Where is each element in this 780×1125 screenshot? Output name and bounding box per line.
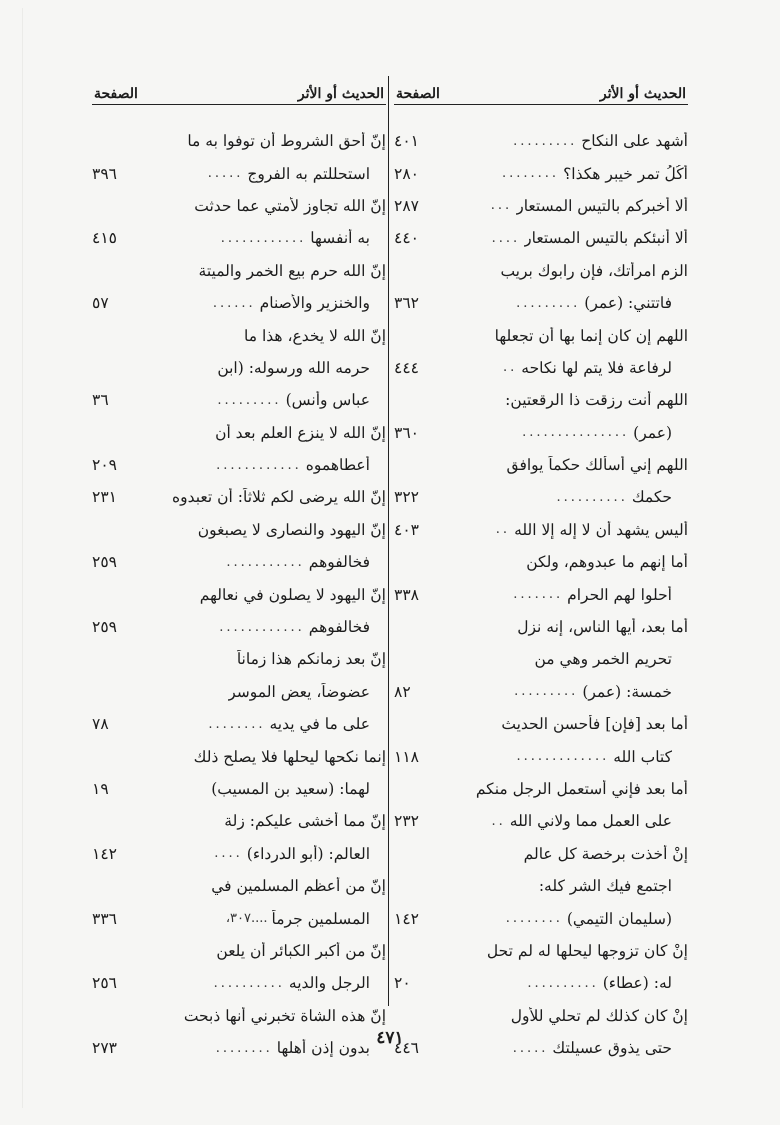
- entry-text: أشهد على النكاح: [581, 132, 688, 151]
- page-header-label: الصفحة: [396, 86, 440, 102]
- index-entry: [394, 319, 688, 351]
- entry-page-number: ٤٤٦: [394, 1039, 419, 1058]
- index-entry: [394, 740, 688, 772]
- entry-text: حتى يذوق عسيلتك: [552, 1039, 672, 1058]
- entry-text: كتاب الله: [613, 747, 672, 766]
- index-entry: [92, 481, 386, 513]
- entry-page-number: ١٤٢: [394, 909, 419, 928]
- entry-text: لهما: (سعيد بن المسيب): [211, 780, 370, 798]
- entry-text: الزم امرأتك، فإن رابوك بريب: [500, 261, 688, 280]
- left-column: [92, 76, 386, 1064]
- entry-text: اللهم إن كان إنما بها أن تجعلها: [494, 326, 688, 345]
- left-column-header: [92, 76, 386, 105]
- entry-leader-dots: ..........: [527, 975, 599, 991]
- index-entry: [92, 417, 386, 449]
- index-entry: [92, 708, 386, 740]
- entry-text: فخالفوهم: [308, 553, 370, 572]
- entry-text: إنّ من أكبر الكبائر أن يلعن: [216, 941, 386, 960]
- entry-page-number: ٢٨٠: [394, 164, 419, 183]
- index-entry: [394, 449, 688, 481]
- index-entry: [394, 902, 688, 934]
- index-entry: [394, 805, 688, 837]
- entry-page-number: ٤٠١: [394, 132, 419, 151]
- entry-page-number: ٢٣١: [92, 488, 117, 507]
- entry-text: له: (عطاء): [602, 974, 672, 993]
- index-entry: [394, 481, 688, 513]
- entry-text: أحلوا لهم الحرام: [567, 585, 672, 604]
- index-entry: [394, 384, 688, 416]
- entry-text: استحللتم به الفروج: [247, 164, 370, 183]
- entry-text: تحريم الخمر وهي من: [534, 650, 672, 669]
- entry-leader-dots: .........: [513, 133, 578, 149]
- entry-text: فخالفوهم: [308, 618, 370, 637]
- entry-text: إنّ هذه الشاة تخبرني أنها ذبحت: [183, 1006, 386, 1025]
- entry-leader-dots: ....: [491, 230, 521, 246]
- entry-leader-dots: ............: [219, 619, 305, 635]
- entry-text: إنّ من أعظم المسلمين في: [211, 877, 386, 896]
- entry-page-number: ٢٣٢: [394, 812, 419, 831]
- entry-leader-dots: ..........: [213, 975, 285, 991]
- index-entry: [92, 935, 386, 967]
- index-entry: [92, 125, 386, 157]
- entry-text: المسلمين جرماً: [271, 909, 370, 928]
- entry-text: حكمك: [631, 488, 672, 507]
- entry-text: اجتمع فيك الشر كله:: [538, 877, 672, 896]
- index-entry: [92, 157, 386, 189]
- index-entry: [92, 319, 386, 351]
- entry-leader-dots: ..: [495, 522, 511, 538]
- entry-leader-dots: .........: [217, 392, 282, 408]
- index-entry: [92, 676, 386, 708]
- entry-leader-dots: ......: [212, 295, 256, 311]
- entry-text: إنْ كان كذلك لم تحلي للأول: [510, 1006, 688, 1025]
- index-entry: [92, 805, 386, 837]
- entry-text: أما بعد [فإن] فأحسن الحديث: [501, 715, 688, 734]
- entry-text: إنْ كان تزوجها ليحلها له لم تحل: [486, 941, 688, 960]
- index-entry: [394, 676, 688, 708]
- page-header-label: الصفحة: [94, 86, 138, 102]
- index-entry: [92, 611, 386, 643]
- index-entry: [92, 222, 386, 254]
- index-entry: [92, 546, 386, 578]
- entry-leader-dots: ...........: [226, 554, 305, 570]
- index-entry: [394, 546, 688, 578]
- entry-page-number: ٢٥٦: [92, 974, 117, 993]
- entry-page-number: ٣٦٠: [394, 423, 419, 442]
- index-entry: [92, 740, 386, 772]
- entry-page-number: ٣٩٦: [92, 164, 117, 183]
- entry-text: على العمل مما ولاني الله: [509, 812, 672, 831]
- entry-leader-dots: ............: [216, 457, 302, 473]
- entry-page-number: ٣٢٢: [394, 488, 419, 507]
- index-entry: [394, 838, 688, 870]
- index-entry: [92, 967, 386, 999]
- entry-text: إنّ الله يرضى لكم ثلاثاً: أن تعبدوه: [172, 488, 386, 507]
- entry-text: إنّ اليهود لا يصلون في نعالهم: [199, 585, 386, 604]
- entry-text: أَكُلُ تمر خيبر هكذا؟: [563, 164, 688, 183]
- entry-text: لرفاعة فلا يتم لها نكاحه: [521, 358, 672, 377]
- index-entry: [394, 967, 688, 999]
- entry-leader-dots: .....: [207, 166, 244, 182]
- entry-text: إنّ الله لا يخدع، هذا ما: [244, 326, 386, 345]
- entry-text: حرمه الله ورسوله: (ابن: [217, 358, 370, 377]
- entry-text: إنّ اليهود والنصارى لا يصبغون: [197, 520, 386, 539]
- index-entry: [92, 190, 386, 222]
- index-entry: [394, 611, 688, 643]
- entry-text: العالم: (أبو الدرداء): [246, 844, 370, 863]
- index-entry: [92, 255, 386, 287]
- entry-leader-dots: ........: [215, 1040, 273, 1056]
- index-entry: [394, 157, 688, 189]
- entry-text: الرجل والديه: [288, 974, 370, 993]
- entry-text: ألا أنبئكم بالتيس المستعار: [524, 229, 688, 248]
- entry-page-number: ١٤٢: [92, 844, 117, 863]
- entry-page-number: ١١٨: [394, 747, 419, 766]
- entry-text: (سليمان التيمي): [566, 909, 672, 928]
- entry-text: به أنفسها: [310, 229, 370, 248]
- index-entry: [92, 902, 386, 934]
- right-entries-list: [394, 125, 688, 1064]
- index-entry: [394, 125, 688, 157]
- entry-leader-dots: ........: [505, 911, 563, 927]
- entry-page-number: ٢٧٣: [92, 1039, 117, 1058]
- index-entry: [394, 773, 688, 805]
- entry-text: اللهم أنت رزقت ذا الرقعتين:: [505, 391, 688, 410]
- entry-leader-dots: .............: [516, 749, 610, 765]
- index-entry: [394, 514, 688, 546]
- entry-page-number: ١٩: [92, 780, 109, 798]
- entry-text: فاتتني: (عمر): [584, 294, 672, 313]
- entry-page-number: ٣٦: [92, 391, 109, 410]
- entry-text: إنما نكحها ليحلها فلا يصلح ذلك: [193, 747, 386, 766]
- entry-text: عباس وأنس): [285, 391, 370, 410]
- index-entry: [92, 449, 386, 481]
- entry-leader-dots: ..........: [556, 489, 628, 505]
- scan-edge-mark: [22, 8, 23, 1108]
- entry-leader-dots: .........: [516, 295, 581, 311]
- entry-leader-dots: ...: [490, 198, 513, 214]
- entry-text: اللهم إني أسألك حكماً يوافق: [506, 456, 688, 475]
- left-entries-list: [92, 125, 386, 1064]
- entry-page-number: ٢٨٧: [394, 196, 419, 215]
- index-entry: [92, 384, 386, 416]
- entry-text: إنّ الله تجاوز لأمتي عما حدثت: [194, 196, 386, 215]
- entry-leader-dots: ........: [502, 166, 560, 182]
- right-column-header: [394, 76, 688, 105]
- entry-text: خمسة: (عمر): [582, 682, 672, 701]
- entry-text: بدون إذن أهلها: [276, 1039, 370, 1058]
- entry-text: أعطاهموه: [305, 456, 370, 475]
- entry-page-number: ٢٥٩: [92, 618, 117, 637]
- entry-text: إنّ مما أخشى عليكم: زلة: [224, 812, 386, 831]
- entry-page-number: ٣٣٨: [394, 585, 419, 604]
- entry-leader-dots: ...............: [522, 425, 630, 441]
- hadith-header-label: الحديث أو الأثر: [297, 86, 384, 102]
- index-entry: [92, 352, 386, 384]
- entry-leader-dots: ..: [491, 813, 506, 829]
- entry-text: أليس يشهد أن لا إله إلا الله: [514, 520, 688, 539]
- index-entry: [394, 222, 688, 254]
- entry-text: والخنزير والأصنام: [259, 294, 370, 313]
- entry-leader-dots: .....: [512, 1040, 549, 1056]
- entry-text: ألا أخبركم بالتيس المستعار: [516, 196, 688, 215]
- index-entry: [394, 287, 688, 319]
- entry-leader-dots: ....: [214, 846, 243, 862]
- index-entry: [92, 643, 386, 675]
- index-entry: [394, 417, 688, 449]
- entry-leader-dots: .........: [514, 684, 579, 700]
- index-entry: [394, 935, 688, 967]
- index-entry: [92, 514, 386, 546]
- entry-text: إنّ الله حرم بيع الخمر والميتة: [198, 261, 386, 280]
- right-column: [394, 76, 688, 1064]
- entry-page-number: ٤٤٠: [394, 229, 419, 248]
- entry-page-number: ٣٣٦: [92, 909, 117, 928]
- index-entry: [394, 190, 688, 222]
- index-entry: [394, 643, 688, 675]
- entry-page-number: ٢٠٩: [92, 456, 117, 475]
- index-entry: [394, 870, 688, 902]
- entry-text: إنّ بعد زمانكم هذا زماناً: [236, 650, 386, 669]
- entry-page-number: ٨٢: [394, 682, 411, 701]
- index-entry: [92, 870, 386, 902]
- index-entry: [394, 708, 688, 740]
- entry-leader-dots: ........: [208, 716, 266, 732]
- entry-text: عضوضاً، يعض الموسر: [228, 682, 370, 701]
- entry-page-number: ٤٤٤: [394, 358, 419, 377]
- entry-text: أما بعد فإني أستعمل الرجل منكم: [475, 780, 688, 798]
- page-number: ٤٧١: [376, 1028, 404, 1048]
- hadith-header-label: الحديث أو الأثر: [599, 86, 686, 102]
- entry-leader-dots: ............: [220, 230, 307, 246]
- index-entry: [394, 255, 688, 287]
- entry-page-number: ٧٨: [92, 715, 109, 734]
- entry-text: إنّ الله لا ينزع العلم بعد أن: [215, 423, 386, 442]
- entry-leader-dots: ..: [503, 360, 518, 376]
- column-divider: [388, 76, 389, 1006]
- index-entry: [92, 773, 386, 805]
- entry-page-number: ٢٥٩: [92, 553, 117, 572]
- entry-text: إنّ أحق الشروط أن توفوا به ما: [187, 132, 386, 151]
- index-entry: [394, 578, 688, 610]
- index-entry: [92, 578, 386, 610]
- entry-page-number: ٤٠٣: [394, 520, 419, 539]
- entry-page-number: ٥٧: [92, 294, 109, 313]
- entry-page-number: ٢٠: [394, 974, 411, 993]
- entry-page-number: ٣٦٢: [394, 294, 419, 313]
- entry-text: على ما في يديه: [269, 715, 370, 734]
- entry-text: أما بعد، أيها الناس، إنه نزل: [517, 618, 688, 637]
- index-entry: [92, 838, 386, 870]
- entry-text: (عمر): [633, 423, 672, 442]
- entry-page-number: ٤١٥: [92, 229, 117, 248]
- index-entry: [92, 287, 386, 319]
- index-entry: [394, 352, 688, 384]
- entry-leader-dots: .......: [513, 587, 564, 603]
- entry-text: أما إنهم ما عبدوهم، ولكن: [526, 553, 688, 572]
- entry-leader-dots: ....٣٠٧،: [225, 911, 268, 927]
- entry-text: إنْ أخذت برخصة كل عالم: [523, 844, 688, 863]
